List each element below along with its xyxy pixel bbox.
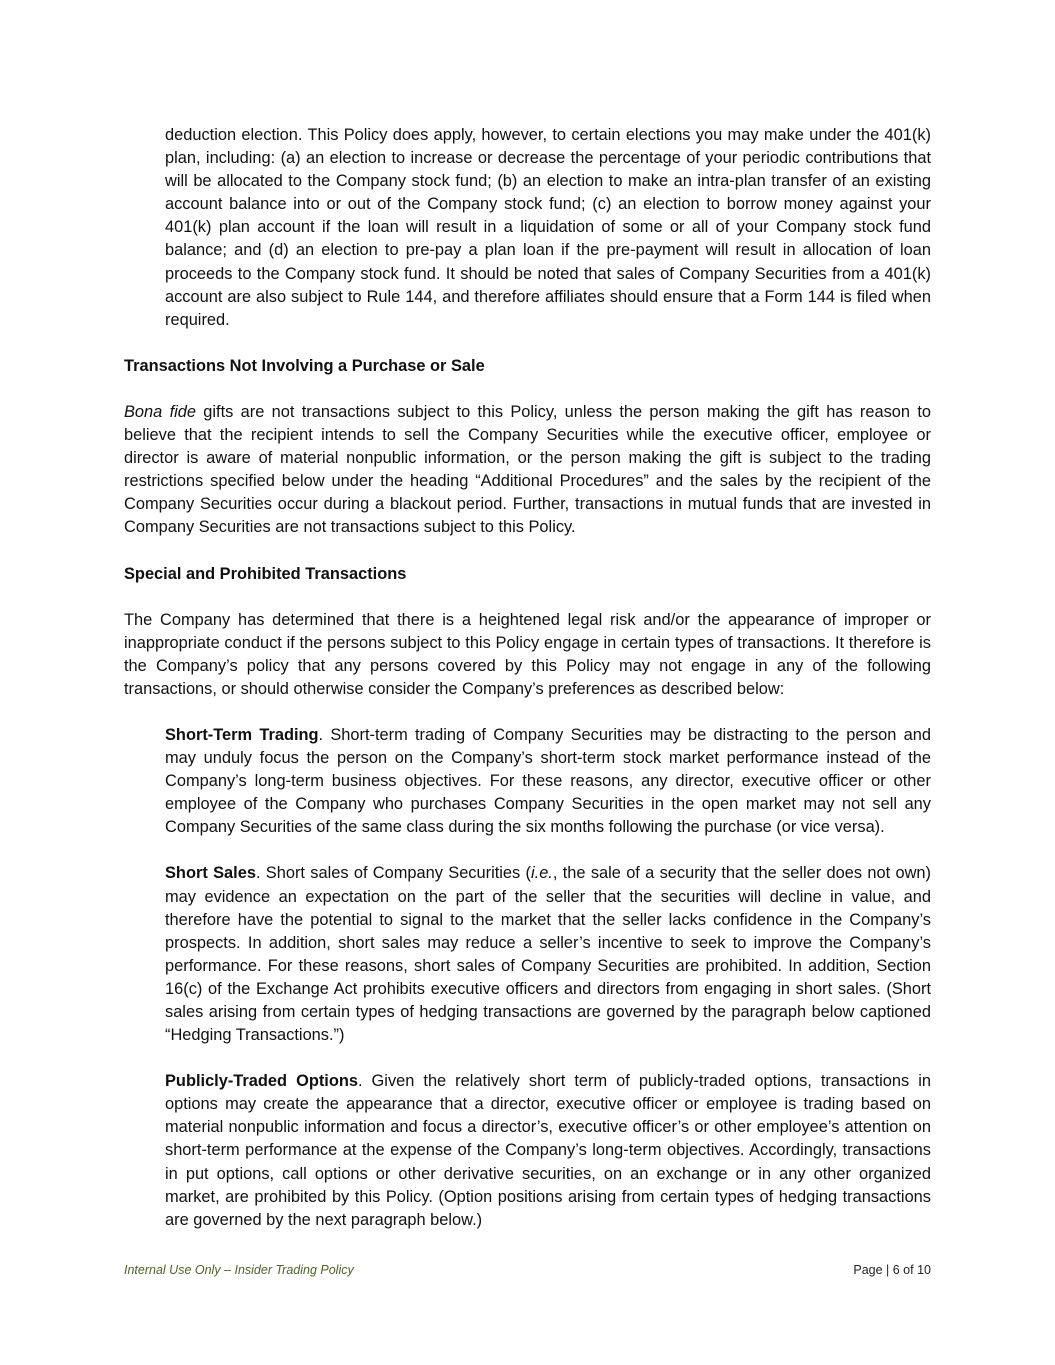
short-term-trading-title: Short-Term Trading <box>165 725 319 744</box>
section-heading-special-prohibited: Special and Prohibited Transactions <box>124 564 407 583</box>
publicly-traded-options-paragraph <box>165 1070 931 1232</box>
intro-paragraph: deduction election. This Policy does apply, however, to certain elections you may make under the 401(k) plan, including: (a) an election to increase or decrease the percentage of your periodic contributions that will be allocated to the Company stock fund; (b) an election to make an intra-plan transfer of an existing account balance into or out of the Company stock fund; (c) an election to borrow money against your 401(k) plan account if the loan will result in a liquidation of some or all of your Company stock fund balance; and (d) an election to pre-pay a plan loan if the pre-payment will result in allocation of loan proceeds to the Company stock fund. It should be noted that sales of Company Securities from a 401(k) account are also subject to Rule 144, and therefore affiliates should ensure that a Form 144 is filed when required. <box>165 126 931 329</box>
section-heading-transactions-not-involving: Transactions Not Involving a Purchase or Sale <box>124 356 485 375</box>
short-sales-body-start: . Short sales of Company Securities ( <box>255 864 531 883</box>
short-term-trading-paragraph <box>165 724 931 839</box>
short-sales-italic: i.e. <box>531 864 553 883</box>
footer-document-label: Internal Use Only – Insider Trading Policy <box>124 1263 354 1277</box>
short-sales-body-end: , the sale of a security that the seller does not own) may evidence an expectation on the part of the seller that the securities will decline in value, and therefore have the potential to signal to the market that the seller lacks confidence in the Company’s prospects. In addition, short sales may reduce a seller’s incentive to seek to improve the Company’s performance. For these reasons, short sales of Company Securities are prohibited. In addition, Section 16(c) of the Exchange Act prohibits executive officers and directors from engaging in short sales. (Short sales arising from certain types of hedging transactions are governed by the paragraph below captioned “Hedging Transactions.”) <box>165 864 932 1045</box>
publicly-traded-options-body: . Given the relatively short term of publicly-traded options, transactions in options may create the appearance that a director, executive officer or employee is trading based on material nonpublic information and focus a director’s, executive officer’s or other employee’s attention on short-term performance at the expense of the Company’s long-term objectives. Accordingly, transactions in put options, call options or other derivative securities, on an exchange or in any other organized market, are prohibited by this Policy. (Option positions arising from certain types of hedging transactions are governed by the next paragraph below.) <box>165 1072 931 1229</box>
publicly-traded-options-title: Publicly-Traded Options <box>165 1072 358 1091</box>
bona-fide-italic: Bona fide <box>124 402 196 421</box>
special-transactions-intro: The Company has determined that there is a heightened legal risk and/or the appearance of improper or inappropriate conduct if the persons subject to this Policy engage in certain types of transactions. It therefore is the Company’s policy that any persons covered by this Policy may not engage in any of the following transactions, or should otherwise consider the Company’s preferences as described below: <box>124 610 931 698</box>
short-term-trading-body: . Short-term trading of Company Securities may be distracting to the person and may unduly focus the person on the Company’s short-term stock market performance instead of the Company’s long-term business objectives. For these reasons, any director, executive officer or other employee of the Company who purchases Company Securities in the open market may not sell any Company Securities of the same class during the six months following the purchase (or vice versa). <box>165 725 931 837</box>
bona-fide-gifts-paragraph <box>124 401 931 540</box>
page-content <box>124 124 931 1232</box>
footer-page-number: Page | 6 of 10 <box>853 1263 931 1277</box>
short-sales-title: Short Sales <box>165 864 256 883</box>
bona-fide-body: gifts are not transactions subject to this Policy, unless the person making the gift has reason to believe that the recipient intends to sell the Company Securities while the executive officer, employee or director is aware of material nonpublic information, or the person making the gift is subject to the trading restrictions specified below under the heading “Additional Procedures” and the sales by the recipient of the Company Securities occur during a blackout period. Further, transactions in mutual funds that are invested in Company Securities are not transactions subject to this Policy. <box>124 402 931 537</box>
short-sales-paragraph <box>165 862 931 1047</box>
